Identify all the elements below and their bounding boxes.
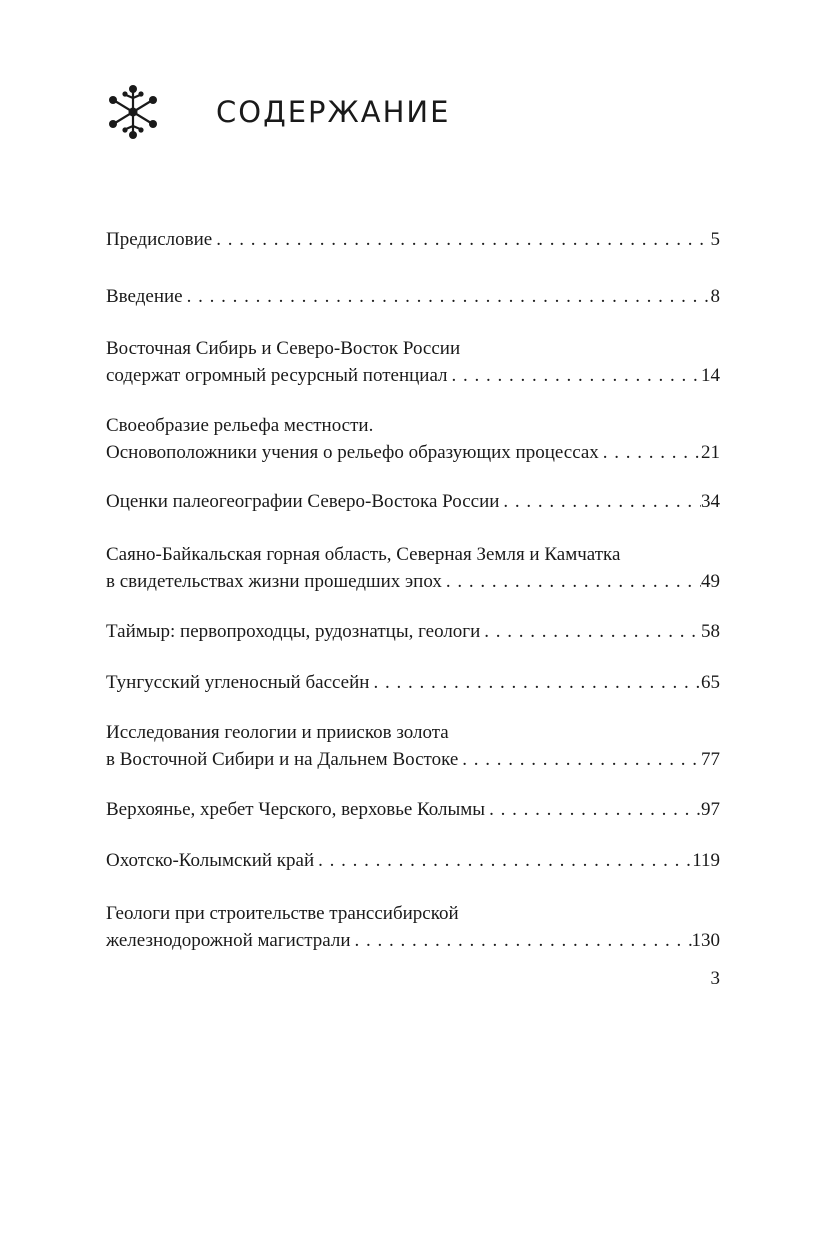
toc-entry-title: Восточная Сибирь и Северо-Восток России (106, 338, 461, 359)
toc-entry-page: 14 (701, 365, 720, 386)
page-number: 3 (710, 968, 720, 989)
dot-leader (499, 488, 701, 515)
toc-entry[interactable] (106, 669, 720, 696)
toc-entry-title: Таймыр: первопроходцы, рудознатцы, геологи (106, 621, 481, 642)
toc-entry[interactable] (106, 900, 720, 954)
dot-leader (183, 283, 711, 310)
toc-entry[interactable] (106, 618, 720, 645)
toc-entry-title: Тунгусский угленосный бассейн (106, 672, 370, 693)
dot-leader (480, 618, 701, 645)
toc-entry-title: Верхоянье, хребет Черского, верховье Колымы (106, 799, 486, 820)
toc-entry-page: 49 (701, 571, 720, 592)
toc-entry-page: 130 (691, 930, 720, 951)
toc-entry-page: 77 (701, 749, 720, 770)
toc-entry[interactable] (106, 283, 720, 310)
dot-leader (314, 847, 692, 874)
toc-entry[interactable] (106, 847, 720, 874)
toc-entry-title: Охотско-Колымский край (106, 850, 315, 871)
toc-entry[interactable] (106, 488, 720, 515)
toc-entry[interactable] (106, 412, 720, 466)
toc-entry-title: Геологи при строительстве транссибирской (106, 903, 459, 924)
toc-entry-page: 119 (692, 850, 720, 871)
toc-entry[interactable] (106, 335, 720, 389)
toc-entry-title-cont: в свидетельствах жизни прошедших эпох (106, 571, 442, 592)
page-title: СОДЕРЖАНИЕ (216, 95, 451, 129)
dot-leader (351, 927, 692, 954)
toc-entry-title-cont: Основоположники учения о рельефо образующих процессах (106, 442, 599, 463)
toc-entry[interactable] (106, 796, 720, 823)
dot-leader (369, 669, 701, 696)
contents-header (104, 82, 450, 142)
toc-entry-page: 8 (710, 286, 720, 307)
dot-leader (442, 568, 701, 595)
dot-leader (599, 439, 701, 466)
dot-leader (212, 226, 710, 253)
toc-entry[interactable] (106, 719, 720, 773)
dot-leader (485, 796, 701, 823)
toc-entry-page: 21 (701, 442, 720, 463)
toc-entry-title-cont: в Восточной Сибири и на Дальнем Востоке (106, 749, 459, 770)
snowflake-ornament-icon (104, 83, 162, 141)
toc-entry-title: Предисловие (106, 229, 213, 250)
toc-entry-page: 5 (710, 229, 720, 250)
toc-entry-page: 97 (701, 799, 720, 820)
toc-entry-title: Исследования геологии и приисков золота (106, 722, 449, 743)
toc-entry-title: Саяно-Байкальская горная область, Северная Земля и Камчатка (106, 544, 621, 565)
toc-entry-title: Оценки палеогеографии Северо-Востока России (106, 491, 500, 512)
toc-entry-title: Введение (106, 286, 183, 307)
toc-entry-title-cont: содержат огромный ресурсный потенциал (106, 365, 448, 386)
toc-entry-page: 58 (701, 621, 720, 642)
dot-leader (448, 362, 701, 389)
toc-entry-page: 65 (701, 672, 720, 693)
dot-leader (458, 746, 701, 773)
toc-entry[interactable] (106, 226, 720, 253)
toc-entry[interactable] (106, 541, 720, 595)
toc-entry-page: 34 (701, 491, 720, 512)
toc-entry-title: Своеобразие рельефа местности. (106, 415, 374, 436)
toc-entry-title-cont: железнодорожной магистрали (106, 930, 351, 951)
